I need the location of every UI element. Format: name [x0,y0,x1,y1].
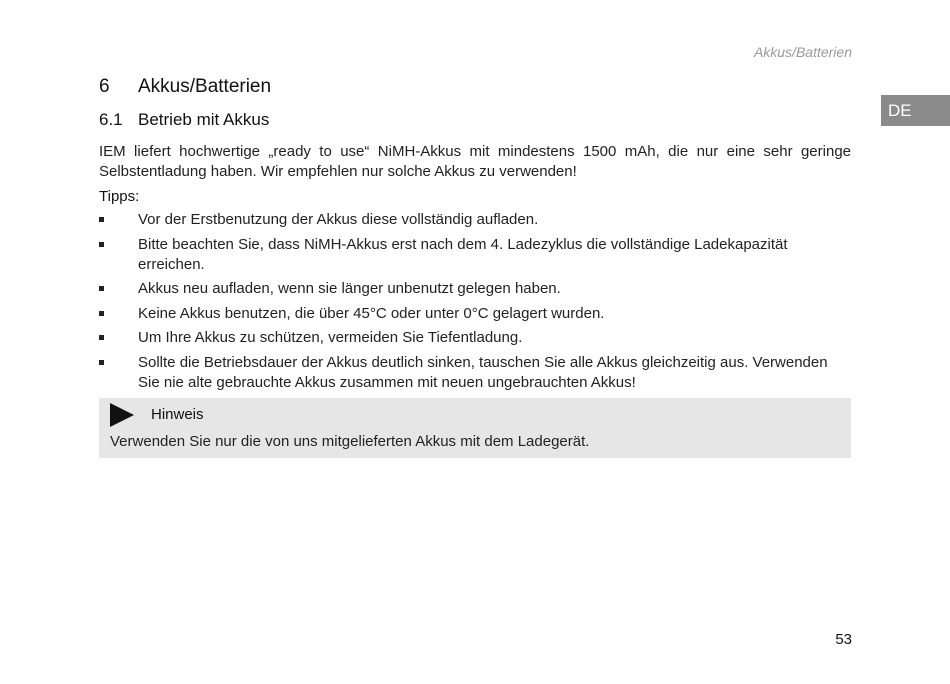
tip-item [99,210,851,230]
subsection-number: 6.1 [99,110,123,129]
bullet-icon [99,360,104,365]
tip-item [99,353,851,393]
page-content [99,74,851,458]
section-number: 6 [99,76,110,97]
tip-text: Keine Akkus benutzen, die über 45°C oder unter 0°C gelagert wurden. [138,304,605,322]
note-title: Hinweis [151,406,204,423]
tip-item [99,304,851,324]
language-tab: DE [881,95,950,126]
tip-text: Sollte die Betriebsdauer der Akkus deutlich sinken, tauschen Sie alle Akkus gleichzeitig aus. Verwenden Sie nie alte gebrauchte Akkus zusammen mit neuen ungebrauchten Akkus! [138,353,828,391]
tip-text: Um Ihre Akkus zu schützen, vermeiden Sie Tiefentladung. [138,329,523,346]
subsection-title: Betrieb mit Akkus [138,110,270,129]
tip-text: Vor der Erstbenutzung der Akkus diese vollständig aufladen. [138,211,539,228]
bullet-icon [99,286,104,291]
subsection-heading [99,108,851,132]
tip-item [99,279,851,299]
page-number: 53 [835,631,852,648]
bullet-icon [99,335,104,340]
note-box [99,398,851,458]
note-header [110,402,839,428]
running-header: Akkus/Batterien [753,44,852,60]
section-heading [99,74,851,100]
intro-paragraph: IEM liefert hochwertige „ready to use“ NiMH-Akkus mit mindestens 1500 mAh, die nur eine sehr geringe Selbstentladung haben. Wir empfehlen nur solche Akkus zu verwenden! [99,143,851,180]
tip-text: Akkus neu aufladen, wenn sie länger unbenutzt gelegen haben. [138,280,561,297]
tips-list [99,210,851,393]
tip-item [99,235,851,275]
section-title: Akkus/Batterien [138,76,272,97]
play-arrow-icon [110,403,134,427]
bullet-icon [99,311,104,316]
bullet-icon [99,242,104,247]
tip-item [99,328,851,348]
note-text: Verwenden Sie nur die von uns mitgelieferten Akkus mit dem Ladegerät. [110,432,590,450]
tips-label: Tipps: [99,188,140,205]
tip-text: Bitte beachten Sie, dass NiMH-Akkus erst nach dem 4. Ladezyklus die vollständige Ladekapazität erreichen. [138,235,788,273]
bullet-icon [99,217,104,222]
